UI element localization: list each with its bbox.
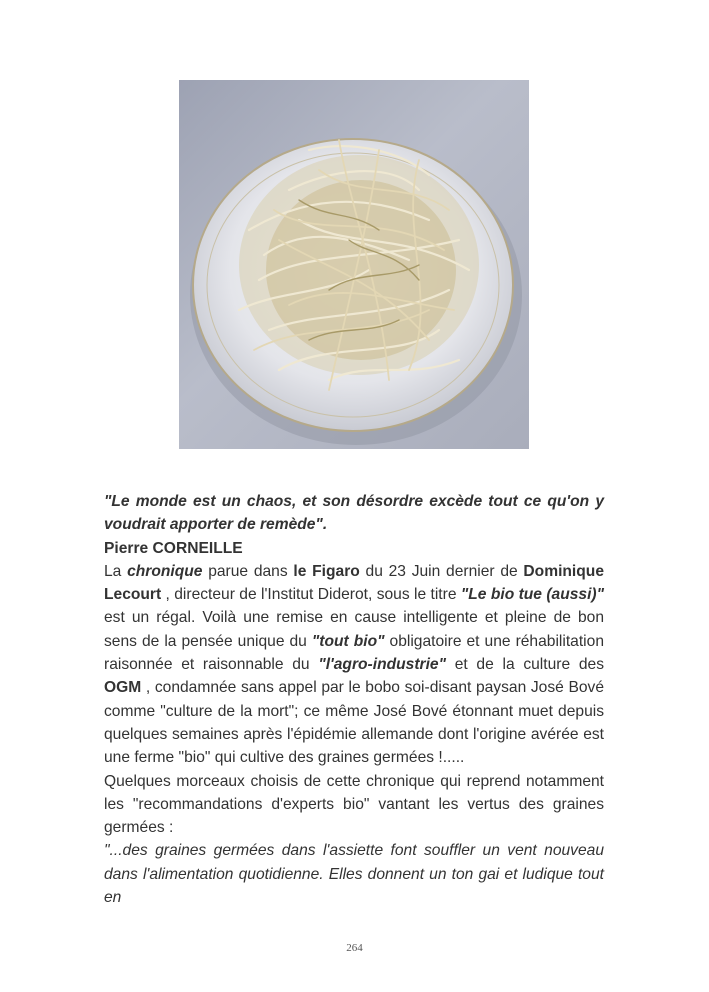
paragraph-2: Quelques morceaux choisis de cette chronique qui reprend notamment les "recommandations d'experts bio" vantant les vertus des graines germées : [104,772,604,837]
page-number: 264 [346,942,363,954]
article-text [104,490,604,909]
paragraph-3: "...des graines germées dans l'assiette font souffler un vent nouveau dans l'alimentation quotidienne. Elles donnent un ton gai et ludique tout en [104,842,604,907]
bean-sprouts-photo [179,80,529,449]
epigraph-quote: "Le monde est un chaos, et son désordre excède tout ce qu'on y voudrait apporter de remède". [104,493,604,534]
emphasis-title: "Le bio tue (aussi)" [460,586,604,604]
emphasis-lecourt: Dominique Lecourt [104,562,604,604]
emphasis-tout-bio: "tout bio" [311,632,385,650]
emphasis-ogm: OGM [104,679,142,697]
plate-illustration [179,80,529,449]
emphasis-chronique: chronique [127,562,203,580]
paragraph-1: La chronique parue dans le Figaro du 23 Juin dernier de Dominique Lecourt , directeur de l'Institut Diderot, sous le titre "Le bio tue (aussi)" est un régal. Voilà une remise en cause intelligente et pleine de bon sens de la pensée unique du "tout bio" obligatoire et une réhabilitation raisonnée et raisonnable du "l'agro-industrie" et de la culture des OGM , condamnée sans appel par le bobo soi-disant paysan José Bové comme "culture de la mort"; ce même José Bové étonnant muet depuis quelques semaines après l'épidémie allemande dont l'origine avérée est une ferme "bio" qui cultive des graines germées !..... [104,562,604,767]
emphasis-agro: "l'agro-industrie" [318,656,446,674]
epigraph-author: Pierre CORNEILLE [104,539,243,557]
emphasis-figaro: le Figaro [293,562,360,580]
